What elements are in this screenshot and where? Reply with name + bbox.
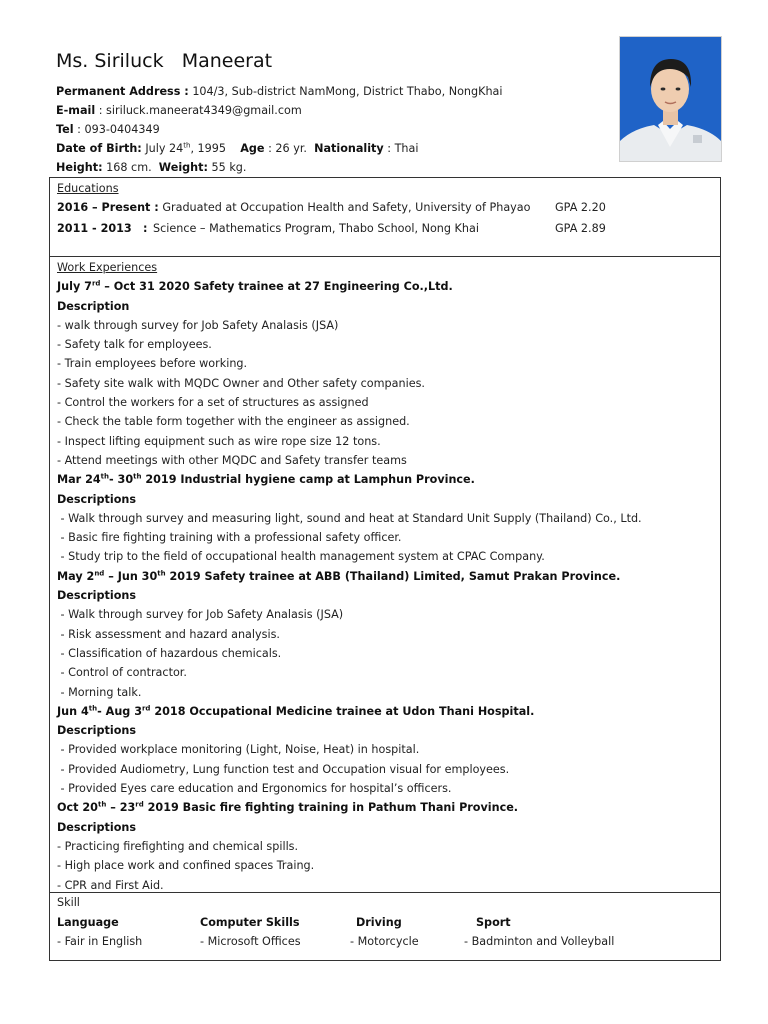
date-suffix: nd [94,569,105,578]
job-description-label: Descriptions [57,724,137,738]
job-heading-text: - 30 [109,473,134,487]
education-desc: Graduated at Occupation Health and Safety, University of Phayao [162,201,531,214]
job-duty-item: - Safety site walk with MQDC Owner and Other safety companies. [57,376,425,390]
tel-value: : 093-0404349 [77,123,160,136]
date-suffix: th [133,472,142,481]
age-label: Age [240,142,265,155]
date-suffix: th [100,472,110,481]
education-gpa: GPA 2.20 [555,201,606,214]
job-description-label: Descriptions [57,820,137,834]
job-heading [57,470,717,489]
work-experience-section [49,256,721,893]
job-heading-text: May 2 [57,569,95,583]
job-description-label: Descriptions [57,589,137,603]
job-heading-text: - Aug 3 [97,704,142,718]
job-heading [57,567,717,586]
date-suffix: th [97,800,107,809]
job-heading-text: – Oct 31 2020 Safety trainee at 27 Engineering Co.,Ltd. [100,280,453,294]
skill-heading-computer: Computer Skills [200,916,300,929]
work-experience-content [57,258,717,895]
job-duty-item: - Provided workplace monitoring (Light, Noise, Heat) in hospital. [57,743,420,757]
weight-value: 55 kg. [207,161,247,174]
job-heading-text: 2019 Basic fire fighting training in Pathum Thani Province. [143,801,519,815]
job-duty-item: - Attend meetings with other MQDC and Safety transfer teams [57,453,407,467]
skill-item-sport: - Badminton and Volleyball [464,935,615,948]
job-duty-item: - Train employees before working. [57,357,248,371]
job-heading [57,798,717,817]
education-row [57,219,717,238]
age-value: : 26 yr. [268,142,307,155]
education-period: 2016 – Present : [57,201,159,214]
nationality-label: Nationality [314,142,384,155]
job-duty-item: - Basic fire fighting training with a professional safety officer. [57,531,402,545]
dob-label: Date of Birth: [56,142,142,155]
job-duty-item: - Check the table form together with the engineer as assigned. [57,415,410,429]
job-heading-text: Jun 4 [57,704,89,718]
education-desc: Science – Mathematics Program, Thabo School, Nong Khai [153,222,479,235]
job-duty-item: - Provided Audiometry, Lung function test and Occupation visual for employees. [57,762,510,776]
education-row [57,198,717,217]
job-heading-text: – 23 [106,801,136,815]
email-label: E-mail [56,104,96,117]
job-heading-text: July 7 [57,280,92,294]
job-heading [57,277,717,296]
job-duty-item: - Risk assessment and hazard analysis. [57,627,280,641]
education-gpa: GPA 2.89 [555,222,606,235]
date-suffix: th [88,704,98,713]
education-period: 2011 - 2013 [57,222,132,235]
job-heading-text: – Jun 30 [104,569,158,583]
tel-line [56,120,616,139]
address-line [56,82,616,101]
job-heading-text: Oct 20 [57,801,98,815]
skill-title: Skill [57,896,80,909]
height-weight-line [56,158,616,177]
job-duty-item: - walk through survey for Job Safety Analasis (JSA) [57,318,339,332]
weight-label: Weight: [158,161,208,174]
job-heading [57,702,717,721]
skill-heading-driving: Driving [356,916,402,929]
date-suffix: th [157,569,166,578]
dob-suffix: th [183,141,191,150]
height-label: Height: [56,161,103,174]
education-section [49,177,721,257]
email-line [56,101,616,120]
job-heading-text: 2019 Safety trainee at ABB (Thailand) Limited, Samut Prakan Province. [165,569,621,583]
dob-year: , 1995 [190,142,227,155]
date-suffix: rd [91,279,101,288]
job-duty-item: - Morning talk. [57,685,142,699]
email-value: : siriluck.maneerat4349@gmail.com [98,104,302,117]
job-heading-text: Mar 24 [57,473,101,487]
job-duty-item: - CPR and First Aid. [57,878,164,892]
skill-item-computer: - Microsoft Offices [200,935,301,948]
job-duty-item: - Classification of hazardous chemicals. [57,646,282,660]
education-separator: : [143,222,148,235]
address-label: Permanent Address : [56,85,189,98]
job-duty-item: - Walk through survey for Job Safety Analasis (JSA) [57,608,344,622]
job-duty-item: - Safety talk for employees. [57,338,212,352]
applicant-name: Ms. Siriluck Maneerat [56,50,273,72]
date-suffix: rd [141,704,151,713]
job-description-label: Description [57,299,130,313]
skill-item-language: - Fair in English [57,935,143,948]
profile-photo [619,36,722,162]
job-heading-text: 2018 Occupational Medicine trainee at Udon Thani Hospital. [150,704,535,718]
skill-heading-language: Language [57,916,119,929]
address-value: 104/3, Sub-district NamMong, District Thabo, NongKhai [192,85,503,98]
skill-heading-sport: Sport [476,916,511,929]
profile-photo-illustration [620,37,721,161]
height-value: 168 cm. [102,161,152,174]
job-duty-item: - Provided Eyes care education and Ergonomics for hospital’s officers. [57,782,452,796]
job-duty-item: - Walk through survey and measuring light, sound and heat at Standard Unit Supply (Thailand) Co., Ltd. [57,511,642,525]
job-duty-item: - Control of contractor. [57,666,187,680]
education-title: Educations [57,182,119,195]
dob-line [56,139,616,158]
date-suffix: rd [135,800,144,809]
job-duty-item: - Practicing firefighting and chemical spills. [57,839,299,853]
job-duty-item: - Inspect lifting equipment such as wire rope size 12 tons. [57,434,381,448]
skill-section [49,892,721,961]
dob-value: July 24 [141,142,184,155]
job-description-label: Descriptions [57,492,137,506]
job-duty-item: - Control the workers for a set of structures as assigned [57,396,369,410]
skill-item-driving: - Motorcycle [350,935,419,948]
job-duty-item: - High place work and confined spaces Traing. [57,859,315,873]
tel-label: Tel [56,123,74,136]
work-experience-title: Work Experiences [57,261,158,274]
nationality-value: : Thai [387,142,419,155]
job-duty-item: - Study trip to the field of occupational health management system at CPAC Company. [57,550,545,564]
job-heading-text: 2019 Industrial hygiene camp at Lamphun Province. [141,473,475,487]
